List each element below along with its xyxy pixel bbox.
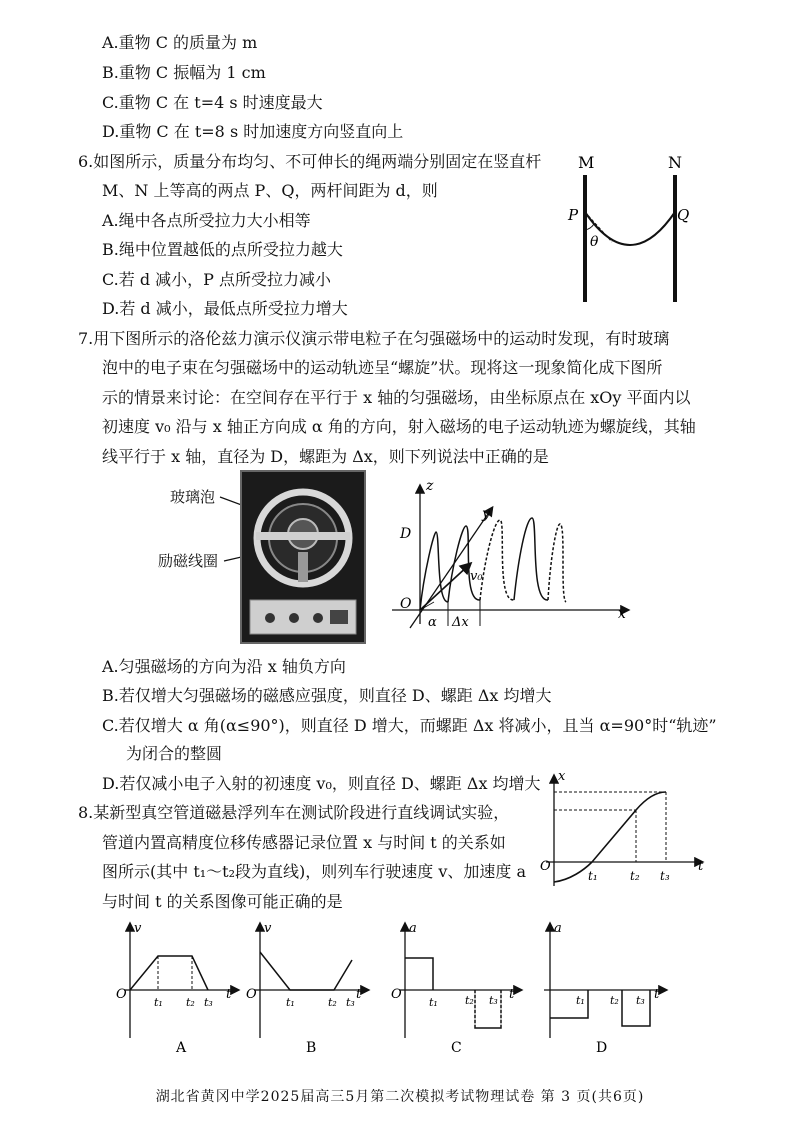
graph-d <box>530 918 675 1058</box>
q7-stem-4: 初速度 v₀ 沿与 x 轴正方向成 α 角的方向，射入磁场的电子运动轨迹为螺旋线，其轴 <box>102 417 696 436</box>
q8-stem-3: 图所示(其中 t₁～t₂段为直线)，则列车行驶速度 v、加速度 a <box>102 862 527 881</box>
q6-stem-1: 6.如图所示，质量分布均匀、不可伸长的绳两端分别固定在竖直杆 <box>78 152 542 171</box>
q6-option-d: D.若 d 减小，最低点所受拉力增大 <box>102 299 348 318</box>
q5-option-b: B.重物 C 振幅为 1 cm <box>102 63 266 82</box>
axis-x-label: x <box>618 606 626 622</box>
diameter-label: D <box>400 526 412 542</box>
rod-m-label: M <box>578 153 595 172</box>
graph-a-origin: O <box>116 987 127 1002</box>
q6-stem-2: M、N 上等高的两点 P、Q，两杆间距为 d，则 <box>102 181 438 200</box>
graph-b <box>240 918 380 1058</box>
alpha-label: α <box>428 615 437 630</box>
xt-t2: t₂ <box>630 869 640 883</box>
graph-b-t2: t₂ <box>328 996 337 1009</box>
graph-d-t: t <box>654 987 660 1002</box>
q6-rope-figure <box>560 150 700 310</box>
graph-a-t3: t₃ <box>204 996 213 1009</box>
axis-z-label: z <box>426 478 434 494</box>
q7-option-d: D.若仅减小电子入射的初速度 v₀，则直径 D、螺距 Δx 均增大 <box>102 774 541 793</box>
q7-helix-diagram <box>390 480 640 630</box>
bulb-label: 玻璃泡 <box>170 488 216 506</box>
graph-d-label: D <box>596 1040 608 1056</box>
xt-t3: t₃ <box>660 869 670 883</box>
axis-y-label: y <box>482 506 490 522</box>
q6-option-b: B.绳中位置越低的点所受拉力越大 <box>102 240 343 259</box>
q8-stem-1: 8.某新型真空管道磁悬浮列车在测试阶段进行直线调试实验， <box>78 803 510 822</box>
graph-a-t1: t₁ <box>154 996 163 1009</box>
pitch-label: Δx <box>452 615 469 630</box>
page-footer: 湖北省黄冈中学2025届高三5月第二次模拟考试物理试卷 第 3 页(共6页) <box>155 1089 645 1105</box>
graph-c-t1: t₁ <box>429 996 438 1009</box>
graph-c-label: C <box>451 1040 462 1056</box>
graph-c-t3: t₃ <box>489 994 498 1007</box>
q6-option-c: C.若 d 减小，P 点所受拉力减小 <box>102 270 332 289</box>
q7-stem-2: 泡中的电子束在匀强磁场中的运动轨迹呈“螺旋”状。现将这一现象简化成下图所 <box>102 358 663 377</box>
q5-option-c: C.重物 C 在 t=4 s 时速度最大 <box>102 93 323 112</box>
graph-c-t: t <box>509 987 515 1002</box>
graph-b-t1: t₁ <box>286 996 295 1009</box>
graph-d-t2: t₂ <box>610 994 619 1007</box>
xt-origin: O <box>540 859 551 874</box>
graph-c-axis: a <box>409 921 417 936</box>
q7-stem-5: 线平行于 x 轴，直径为 D，螺距为 Δx，则下列说法中正确的是 <box>102 447 549 466</box>
q7-option-b: B.若仅增大匀强磁场的磁感应强度，则直径 D、螺距 Δx 均增大 <box>102 686 552 705</box>
theta-label: θ <box>590 234 599 250</box>
graph-a-axis: v <box>134 921 142 936</box>
coil-label: 励磁线圈 <box>158 552 219 570</box>
graph-a-t: t <box>226 987 232 1002</box>
origin-label: O <box>400 596 412 612</box>
rod-n-label: N <box>668 153 682 172</box>
graph-d-t1: t₁ <box>576 994 585 1007</box>
graph-a-t2: t₂ <box>186 996 195 1009</box>
graph-a-label: A <box>176 1040 187 1056</box>
lorentz-apparatus-photo <box>240 470 366 644</box>
q6-option-a: A.绳中各点所受拉力大小相等 <box>102 211 311 230</box>
graph-c-origin: O <box>391 987 402 1002</box>
q8-xt-graph <box>540 770 710 890</box>
v0-label: v₀ <box>470 569 483 584</box>
point-p-label: P <box>568 206 579 224</box>
graph-b-axis: v <box>264 921 272 936</box>
graph-b-label: B <box>306 1040 317 1056</box>
graph-d-t3: t₃ <box>636 994 645 1007</box>
graph-a <box>110 918 250 1058</box>
graph-b-t3: t₃ <box>346 996 355 1009</box>
graph-c <box>385 918 530 1058</box>
q7-option-c-cont: 为闭合的整圆 <box>126 744 223 763</box>
q5-option-a: A.重物 C 的质量为 m <box>102 33 258 52</box>
xt-t1: t₁ <box>588 869 598 883</box>
point-q-label: Q <box>677 206 690 224</box>
q8-stem-4: 与时间 t 的关系图像可能正确的是 <box>102 892 343 911</box>
graph-d-axis: a <box>554 921 562 936</box>
q7-option-c: C.若仅增大 α 角(α≤90°)，则直径 D 增大，而螺距 Δx 将减小，且当 α=90°时“轨迹” <box>102 716 717 735</box>
q7-stem-3: 示的情景来讨论：在空间存在平行于 x 轴的匀强磁场，由坐标原点在 xOy 平面内以 <box>102 388 691 407</box>
q8-stem-2: 管道内置高精度位移传感器记录位置 x 与时间 t 的关系如 <box>102 833 506 852</box>
q7-stem-1: 7.用下图所示的洛伦兹力演示仪演示带电粒子在匀强磁场中的运动时发现，有时玻璃 <box>78 329 670 348</box>
q7-option-a: A.匀强磁场的方向为沿 x 轴负方向 <box>102 657 346 676</box>
q5-option-d: D.重物 C 在 t=8 s 时加速度方向竖直向上 <box>102 122 404 141</box>
graph-b-t: t <box>356 987 362 1002</box>
xt-t-label: t <box>698 859 704 874</box>
graph-c-t2: t₂ <box>465 994 474 1007</box>
xt-x-label: x <box>558 769 566 784</box>
graph-b-origin: O <box>246 987 257 1002</box>
